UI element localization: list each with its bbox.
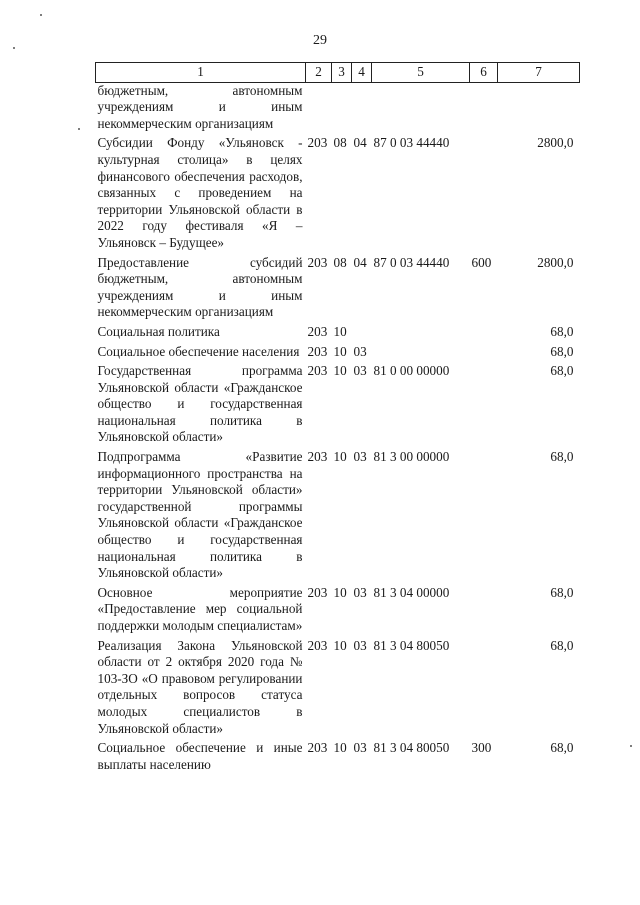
row-name: Предоставление субсидий бюджетным, автономным учреждениям и иным некоммерческим организациям <box>97 254 303 320</box>
row-col-5: 87 0 03 44440 <box>373 254 450 270</box>
row-amount: 68,0 <box>550 740 574 756</box>
table-header <box>96 63 580 83</box>
row-col-5 <box>372 82 470 135</box>
row-col-5: 87 0 03 44440 <box>373 135 450 151</box>
row-name: Социальное обеспечение населения <box>97 343 300 359</box>
row-col-5 <box>372 344 470 364</box>
row-col-5: 81 3 04 80050 <box>373 740 450 756</box>
header-col-3: 3 <box>332 63 352 83</box>
row-col-4: 03 <box>353 449 367 465</box>
header-col-2: 2 <box>306 63 332 83</box>
row-col-2: 203 <box>307 254 328 270</box>
row-col-5: 81 0 00 00000 <box>373 363 450 379</box>
row-name: Подпрограмма «Развитие информационного пространства на территории Ульяновской области» государственной программы Ульяновской области «Гражданское общество и государственная национальная политика в Ульяновской области» <box>97 449 303 581</box>
row-col-4: 04 <box>353 254 367 270</box>
scan-speck <box>78 128 80 130</box>
header-col-7: 7 <box>498 63 580 83</box>
row-col-3: 08 <box>333 254 347 270</box>
row-amount: 68,0 <box>550 363 574 379</box>
row-col-6 <box>470 324 498 344</box>
row-col-2: 203 <box>307 323 328 339</box>
row-col-3: 10 <box>333 363 347 379</box>
table-row <box>96 255 580 324</box>
row-col-6 <box>470 638 498 741</box>
row-col-4: 03 <box>353 584 367 600</box>
row-amount: 68,0 <box>550 584 574 600</box>
row-col-4 <box>352 82 372 135</box>
row-col-2: 203 <box>307 637 328 653</box>
row-col-2: 203 <box>307 135 328 151</box>
row-col-3: 10 <box>333 343 347 359</box>
row-col-3: 10 <box>333 740 347 756</box>
row-name: Реализация Закона Ульяновской области от 2 октября 2020 года № 103-ЗО «О правовом регулировании отдельных вопросов статуса молодых специалистов в Ульяновской области» <box>97 637 303 736</box>
row-col-6: 600 <box>471 254 492 270</box>
row-col-6 <box>470 82 498 135</box>
row-name: Субсидии Фонду «Ульяновск - культурная столица» в целях финансового обеспечения расходов, связанных с проведением на территории Ульяновской области в 2022 году фестиваля «Я – Ульяновск – Будущее» <box>97 135 303 250</box>
table-row <box>96 638 580 741</box>
row-col-2: 203 <box>307 584 328 600</box>
row-col-2 <box>306 82 332 135</box>
row-amount: 2800,0 <box>537 254 574 270</box>
row-amount: 68,0 <box>550 637 574 653</box>
header-col-1: 1 <box>96 63 306 83</box>
row-col-4 <box>352 324 372 344</box>
row-col-6 <box>470 363 498 449</box>
row-col-5 <box>372 324 470 344</box>
row-col-3: 10 <box>333 323 347 339</box>
row-amount: 68,0 <box>550 449 574 465</box>
row-col-5: 81 3 00 00000 <box>373 449 450 465</box>
page-number: 29 <box>313 33 327 48</box>
row-col-6 <box>470 344 498 364</box>
scan-speck <box>40 14 42 16</box>
row-col-5: 81 3 04 00000 <box>373 584 450 600</box>
row-col-6: 300 <box>471 740 492 756</box>
table-row <box>96 740 580 776</box>
table-row <box>96 324 580 344</box>
table-row <box>96 449 580 585</box>
row-col-5: 81 3 04 80050 <box>373 637 450 653</box>
header-row <box>96 63 580 83</box>
row-amount: 2800,0 <box>537 135 574 151</box>
row-amount <box>498 82 580 135</box>
row-col-6 <box>470 585 498 638</box>
row-name: Социальная политика <box>97 323 220 339</box>
table-row <box>96 82 580 135</box>
row-col-4: 03 <box>353 363 367 379</box>
row-col-4: 03 <box>353 740 367 756</box>
row-amount: 68,0 <box>550 323 574 339</box>
row-col-3: 10 <box>333 584 347 600</box>
row-col-3 <box>332 82 352 135</box>
header-col-5: 5 <box>372 63 470 83</box>
row-name: Государственная программа Ульяновской области «Гражданское общество и государственная национальная политика в Ульяновской области» <box>97 363 303 445</box>
row-name: Социальное обеспечение и иные выплаты населению <box>97 740 303 772</box>
row-col-3: 10 <box>333 637 347 653</box>
row-col-4: 03 <box>353 637 367 653</box>
row-name: бюджетным, автономным учреждениям и иным некоммерческим организациям <box>97 82 303 131</box>
row-col-2: 203 <box>307 363 328 379</box>
row-amount: 68,0 <box>550 343 574 359</box>
table-row <box>96 363 580 449</box>
row-col-6 <box>470 449 498 585</box>
row-col-6 <box>470 135 498 254</box>
header-col-6: 6 <box>470 63 498 83</box>
table-row <box>96 135 580 254</box>
budget-table <box>95 62 580 776</box>
row-col-2: 203 <box>307 740 328 756</box>
row-col-4: 03 <box>353 343 367 359</box>
row-col-3: 08 <box>333 135 347 151</box>
row-col-3: 10 <box>333 449 347 465</box>
row-col-4: 04 <box>353 135 367 151</box>
scan-speck <box>630 745 632 747</box>
header-col-4: 4 <box>352 63 372 83</box>
scan-speck <box>13 47 15 49</box>
table-row <box>96 585 580 638</box>
table-row <box>96 344 580 364</box>
row-col-2: 203 <box>307 343 328 359</box>
table-body <box>96 82 580 776</box>
row-name: Основное мероприятие «Предоставление мер социальной поддержки молодым специалистам» <box>97 584 303 633</box>
row-col-2: 203 <box>307 449 328 465</box>
